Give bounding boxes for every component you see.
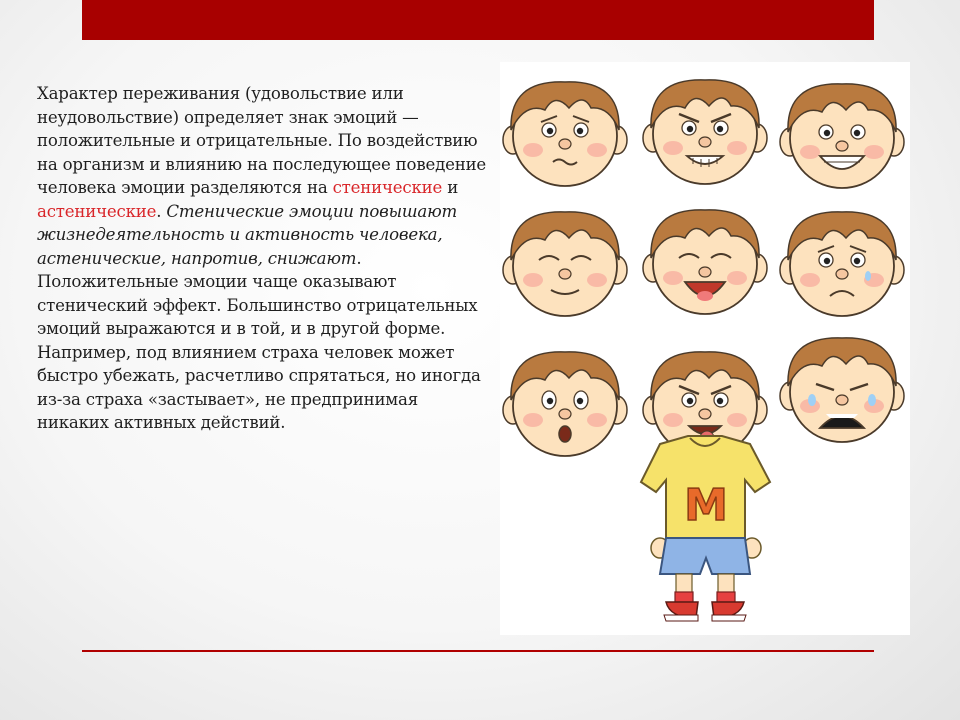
face-laughing [643,210,767,314]
face-angry-grin [643,80,767,184]
paragraph-part2: . Положительные эмоции чаще оказывают стенический эффект. Большинство отрицательных эмоций выражаются и в той, и в другой форме. Например, под влиянием страха человек может быстро убежать, расчетливо спрятаться, но иногда из-за страха «застывает», не предпринимая никаких активных действий. [37,248,481,432]
top-accent-bar [82,0,874,40]
body-paragraph [37,82,492,435]
term-asthenic: астенические [37,201,157,221]
bottom-divider [82,650,874,652]
faces-svg [500,62,910,635]
paragraph-part1: Характер переживания (удовольствие или неудовольствие) определяет знак эмоций — положительные и отрицательные. По воздействию на организм и влиянию на последующее поведение человека эмоции разделяются на [37,84,487,197]
face-surprised [503,352,627,456]
conjunction: и [442,178,459,197]
sentence-dot: . [156,201,162,221]
face-sad [780,212,904,316]
boy-body [641,436,770,621]
emotions-illustration [500,62,910,635]
face-crying [780,338,904,442]
face-big-smile [780,84,904,188]
term-sthenic: стенические [332,178,443,197]
shirt-letter: M [684,480,728,531]
face-content-eyes-closed [503,212,627,316]
face-worried [503,82,627,186]
shorts [660,538,750,574]
paragraph-italic: Стенические эмоции повышают жизнедеятельность и активность человека, астенические, напротив, снижают [37,201,458,268]
